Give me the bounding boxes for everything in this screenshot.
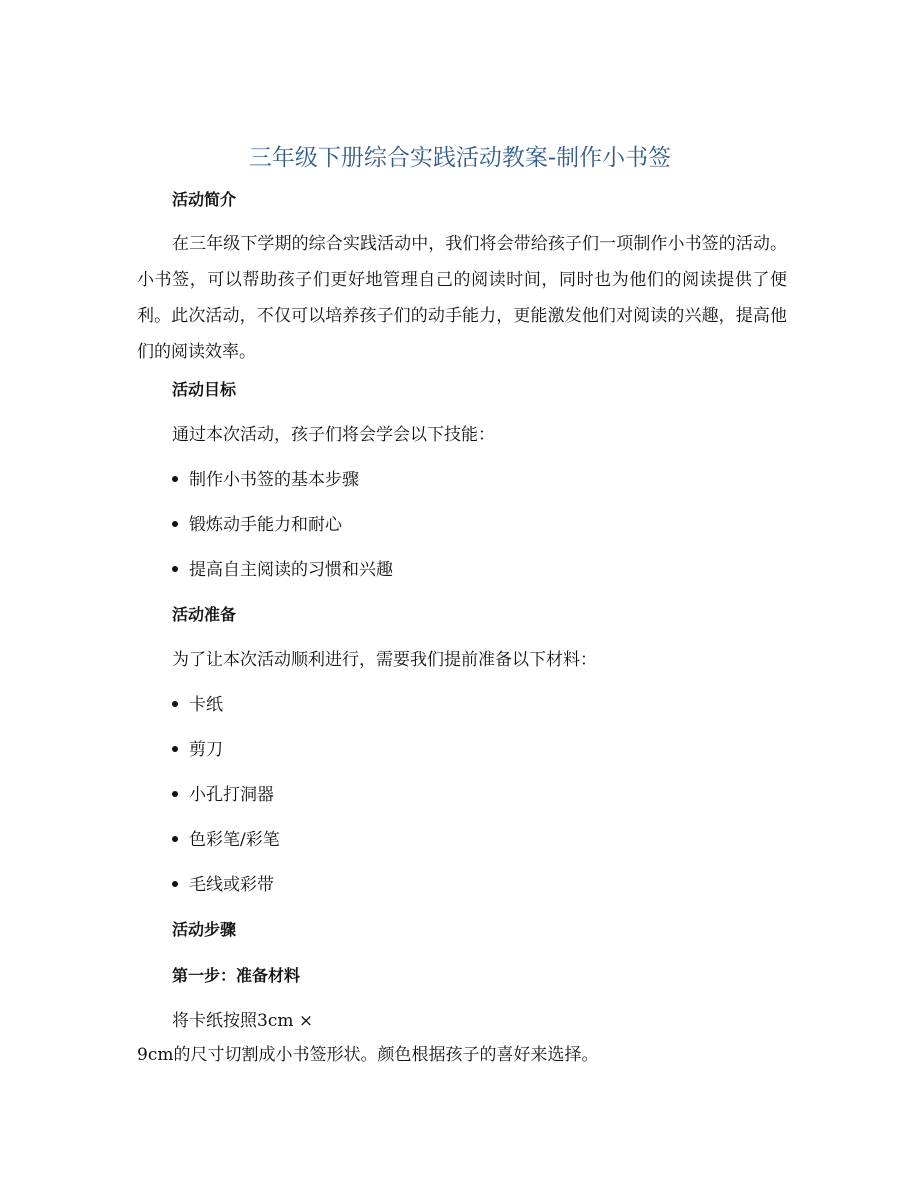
- bullet-dot-icon: [172, 701, 178, 707]
- prep-item-4-label: 色彩笔/彩笔: [189, 830, 280, 850]
- bullet-dot-icon: [172, 791, 178, 797]
- goal-item-2-label: 锻炼动手能力和耐心: [189, 515, 342, 535]
- goal-item-3-label: 提高自主阅读的习惯和兴趣: [189, 560, 393, 580]
- prep-item-1: [172, 692, 223, 718]
- goal-item-1-label: 制作小书签的基本步骤: [189, 470, 359, 490]
- bullet-dot-icon: [172, 521, 178, 527]
- heading-prep: 活动准备: [172, 605, 237, 624]
- prep-item-2-label: 剪刀: [189, 740, 223, 760]
- prep-item-4: [172, 827, 280, 853]
- bullet-dot-icon: [172, 476, 178, 482]
- prep-item-5-label: 毛线或彩带: [189, 875, 274, 895]
- prep-lead: 为了让本次活动顺利进行，需要我们提前准备以下材料：: [172, 650, 597, 670]
- bullet-dot-icon: [172, 836, 178, 842]
- prep-item-3-label: 小孔打洞器: [189, 785, 274, 805]
- heading-steps: 活动步骤: [172, 920, 237, 939]
- bullet-dot-icon: [172, 566, 178, 572]
- intro-paragraph: 在三年级下学期的综合实践活动中，我们将会带给孩子们一项制作小书签的活动。小书签，可以帮助孩子们更好地管理自己的阅读时间，同时也为他们的阅读提供了便利。此次活动，不仅可以培养孩子们的动手能力，更能激发他们对阅读的兴趣，提高他们的阅读效率。: [137, 234, 787, 362]
- prep-item-3: [172, 782, 274, 808]
- prep-item-5: [172, 872, 274, 898]
- heading-goals: 活动目标: [172, 380, 237, 399]
- goal-item-2: [172, 512, 342, 538]
- prep-item-2: [172, 737, 223, 763]
- step-1-text-line-1: 将卡纸按照3cm ×: [172, 1011, 314, 1031]
- heading-step-1: 第一步：准备材料: [172, 966, 301, 985]
- heading-intro: 活动简介: [172, 190, 237, 209]
- goal-item-1: [172, 467, 359, 493]
- goal-item-3: [172, 557, 393, 583]
- bullet-dot-icon: [172, 881, 178, 887]
- prep-item-1-label: 卡纸: [189, 695, 223, 715]
- goals-lead: 通过本次活动，孩子们将会学会以下技能：: [172, 425, 495, 445]
- bullet-dot-icon: [172, 746, 178, 752]
- step-1-text-line-2: 9cm的尺寸切割成小书签形状。颜色根据孩子的喜好来选择。: [137, 1045, 599, 1065]
- document-title: 三年级下册综合实践活动教案-制作小书签: [248, 145, 672, 171]
